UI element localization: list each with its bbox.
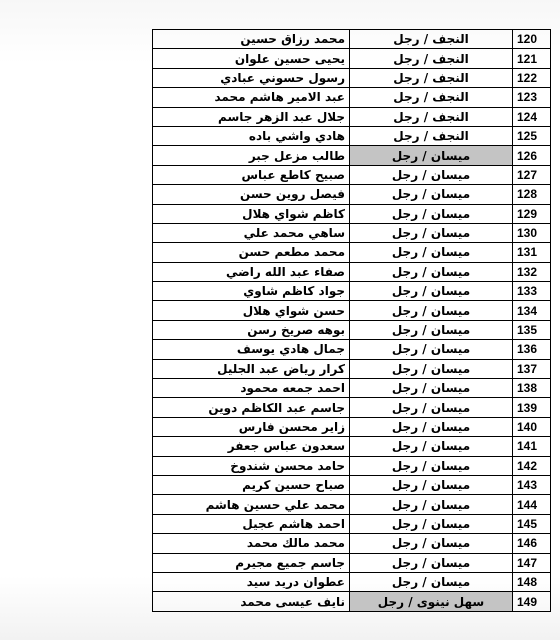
governorate-cell: ميسان / رجل	[350, 456, 513, 475]
governorate-cell: ميسان / رجل	[350, 146, 513, 165]
governorate-cell: ميسان / رجل	[350, 572, 513, 591]
table-row	[153, 88, 551, 107]
governorate-cell: ميسان / رجل	[350, 495, 513, 514]
table-row	[153, 107, 551, 126]
name-cell: عطوان دريد سيد	[153, 572, 350, 591]
row-number-cell: 121	[513, 49, 551, 68]
table-row	[153, 359, 551, 378]
name-cell: جاسم عبد الكاظم دوين	[153, 398, 350, 417]
governorate-cell: النجف / رجل	[350, 107, 513, 126]
table-row	[153, 592, 551, 611]
governorate-cell: ميسان / رجل	[350, 243, 513, 262]
name-cell: جاسم جميع مجيرم	[153, 553, 350, 572]
row-number-cell: 120	[513, 30, 551, 49]
table-row	[153, 534, 551, 553]
name-cell: محمد مالك محمد	[153, 534, 350, 553]
governorate-cell: ميسان / رجل	[350, 282, 513, 301]
governorate-cell: ميسان / رجل	[350, 379, 513, 398]
row-number-cell: 137	[513, 359, 551, 378]
governorate-cell: ميسان / رجل	[350, 262, 513, 281]
table-row	[153, 243, 551, 262]
table-row	[153, 262, 551, 281]
table-row	[153, 456, 551, 475]
row-number-cell: 144	[513, 495, 551, 514]
row-number-cell: 140	[513, 417, 551, 436]
governorate-cell: ميسان / رجل	[350, 301, 513, 320]
row-number-cell: 143	[513, 475, 551, 494]
row-number-cell: 124	[513, 107, 551, 126]
row-number-cell: 147	[513, 553, 551, 572]
name-cell: احمد هاشم عجيل	[153, 514, 350, 533]
name-cell: ساهي محمد علي	[153, 223, 350, 242]
table-row	[153, 437, 551, 456]
governorate-cell: النجف / رجل	[350, 88, 513, 107]
row-number-cell: 136	[513, 340, 551, 359]
table-row	[153, 223, 551, 242]
table-row	[153, 475, 551, 494]
table-row	[153, 30, 551, 49]
row-number-cell: 148	[513, 572, 551, 591]
governorate-cell: ميسان / رجل	[350, 359, 513, 378]
row-number-cell: 142	[513, 456, 551, 475]
name-cell: زاير محسن فارس	[153, 417, 350, 436]
row-number-cell: 126	[513, 146, 551, 165]
name-cell: طالب مزعل جبر	[153, 146, 350, 165]
name-cell: صبيح كاطع عباس	[153, 165, 350, 184]
row-number-cell: 130	[513, 223, 551, 242]
row-number-cell: 127	[513, 165, 551, 184]
row-number-cell: 146	[513, 534, 551, 553]
row-number-cell: 135	[513, 320, 551, 339]
row-number-cell: 122	[513, 68, 551, 87]
governorate-cell: ميسان / رجل	[350, 514, 513, 533]
row-number-cell: 139	[513, 398, 551, 417]
table-row	[153, 379, 551, 398]
name-cell: سعدون عباس جعفر	[153, 437, 350, 456]
table-row	[153, 572, 551, 591]
table-row	[153, 68, 551, 87]
table-row	[153, 282, 551, 301]
governorate-cell: النجف / رجل	[350, 49, 513, 68]
governorate-cell: النجف / رجل	[350, 68, 513, 87]
name-cell: نايف عيسى محمد	[153, 592, 350, 611]
row-number-cell: 149	[513, 592, 551, 611]
name-cell: صباح حسين كريم	[153, 475, 350, 494]
names-table	[152, 29, 551, 612]
governorate-cell: ميسان / رجل	[350, 185, 513, 204]
row-number-cell: 123	[513, 88, 551, 107]
name-cell: بوهه صريخ رسن	[153, 320, 350, 339]
name-cell: كاظم شواي هلال	[153, 204, 350, 223]
governorate-cell: ميسان / رجل	[350, 320, 513, 339]
table-row	[153, 49, 551, 68]
row-number-cell: 133	[513, 282, 551, 301]
row-number-cell: 145	[513, 514, 551, 533]
table-row	[153, 301, 551, 320]
name-cell: صفاء عبد الله راضي	[153, 262, 350, 281]
governorate-cell: ميسان / رجل	[350, 204, 513, 223]
table-row	[153, 553, 551, 572]
name-cell: احمد جمعه محمود	[153, 379, 350, 398]
name-cell: محمد مطعم حسن	[153, 243, 350, 262]
governorate-cell: ميسان / رجل	[350, 417, 513, 436]
name-cell: محمد رزاق حسين	[153, 30, 350, 49]
name-cell: يحيى حسين علوان	[153, 49, 350, 68]
governorate-cell: ميسان / رجل	[350, 437, 513, 456]
name-cell: جواد كاظم شاوي	[153, 282, 350, 301]
table-row	[153, 126, 551, 145]
governorate-cell: ميسان / رجل	[350, 553, 513, 572]
name-cell: عبد الامير هاشم محمد	[153, 88, 350, 107]
table-row	[153, 146, 551, 165]
name-cell: كرار رياض عبد الجليل	[153, 359, 350, 378]
row-number-cell: 129	[513, 204, 551, 223]
governorate-cell: ميسان / رجل	[350, 534, 513, 553]
name-cell: حسن شواي هلال	[153, 301, 350, 320]
row-number-cell: 132	[513, 262, 551, 281]
table-row	[153, 514, 551, 533]
name-cell: حامد محسن شندوخ	[153, 456, 350, 475]
name-cell: جمال هادي يوسف	[153, 340, 350, 359]
table-row	[153, 417, 551, 436]
name-cell: فيصل روين حسن	[153, 185, 350, 204]
name-cell: رسول حسوني عبادي	[153, 68, 350, 87]
table-row	[153, 340, 551, 359]
row-number-cell: 128	[513, 185, 551, 204]
name-cell: هادي واشي باده	[153, 126, 350, 145]
row-number-cell: 141	[513, 437, 551, 456]
table-row	[153, 398, 551, 417]
table-row	[153, 204, 551, 223]
table-row	[153, 165, 551, 184]
governorate-cell: ميسان / رجل	[350, 398, 513, 417]
row-number-cell: 131	[513, 243, 551, 262]
name-cell: محمد علي حسين هاشم	[153, 495, 350, 514]
governorate-cell: ميسان / رجل	[350, 165, 513, 184]
name-cell: جلال عبد الزهر جاسم	[153, 107, 350, 126]
row-number-cell: 138	[513, 379, 551, 398]
governorate-cell: ميسان / رجل	[350, 223, 513, 242]
table-row	[153, 495, 551, 514]
table-row	[153, 320, 551, 339]
governorate-cell: ميسان / رجل	[350, 475, 513, 494]
row-number-cell: 125	[513, 126, 551, 145]
governorate-cell: النجف / رجل	[350, 30, 513, 49]
governorate-cell: النجف / رجل	[350, 126, 513, 145]
names-table-body	[153, 30, 551, 612]
governorate-cell: سهل نينوى / رجل	[350, 592, 513, 611]
row-number-cell: 134	[513, 301, 551, 320]
governorate-cell: ميسان / رجل	[350, 340, 513, 359]
table-row	[153, 185, 551, 204]
